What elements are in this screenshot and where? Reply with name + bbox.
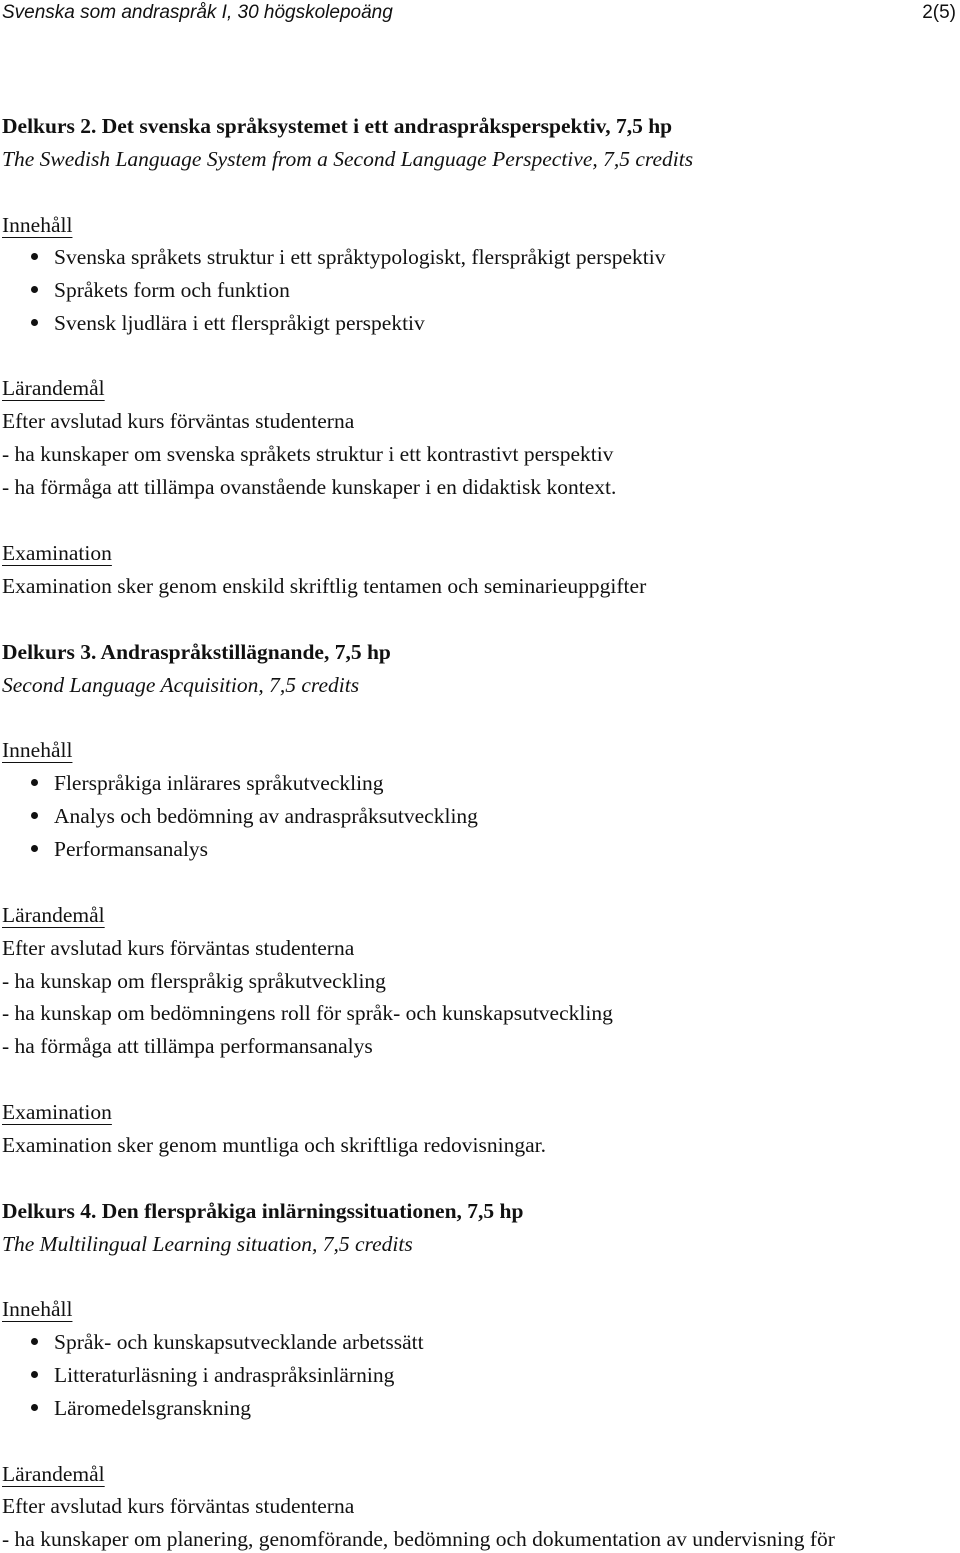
- exam-text: Examination sker genom enskild skriftlig tentamen och seminarieuppgifter: [2, 574, 647, 598]
- outcome-item: - ha förmåga att tillämpa ovanstående kunskaper i en didaktisk kontext.: [2, 475, 617, 499]
- section-subtitle: The Multilingual Learning situation, 7,5 credits: [2, 1232, 413, 1256]
- section-subtitle: Second Language Acquisition, 7,5 credits: [2, 673, 360, 697]
- bullet-icon: [31, 319, 38, 326]
- outcomes-intro: Efter avslutad kurs förväntas studenterna: [2, 936, 355, 960]
- outcome-item: - ha kunskaper om svenska språkets struktur i ett kontrastivt perspektiv: [2, 442, 614, 466]
- bullet-icon: [31, 1338, 38, 1345]
- outcome-item: - ha förmåga att tillämpa performansanalys: [2, 1034, 373, 1058]
- page-header: [2, 0, 956, 27]
- bullet-icon: [31, 845, 38, 852]
- content-item: Flerspråkiga inlärares språkutveckling: [54, 771, 384, 795]
- section-title: Delkurs 2. Det svenska språksystemet i ett andraspråksperspektiv, 7,5 hp: [2, 114, 673, 138]
- content-item: Performansanalys: [54, 837, 209, 861]
- content-heading: Innehåll: [2, 738, 73, 762]
- bullet-icon: [31, 1371, 38, 1378]
- section-title: Delkurs 4. Den flerspråkiga inlärningssituationen, 7,5 hp: [2, 1199, 524, 1223]
- content-heading: Innehåll: [2, 213, 73, 237]
- content-item: Svensk ljudlära i ett flerspråkigt perspektiv: [54, 311, 425, 335]
- outcomes-intro: Efter avslutad kurs förväntas studenterna: [2, 409, 355, 433]
- outcomes-heading: Lärandemål: [2, 376, 105, 400]
- outcomes-intro: Efter avslutad kurs förväntas studenterna: [2, 1494, 355, 1518]
- content-heading: Innehåll: [2, 1297, 73, 1321]
- content-item: Litteraturläsning i andraspråksinlärning: [54, 1363, 395, 1387]
- bullet-icon: [31, 779, 38, 786]
- outcome-item: - ha kunskap om flerspråkig språkutveckling: [2, 969, 386, 993]
- bullet-icon: [31, 1404, 38, 1411]
- section-subtitle: The Swedish Language System from a Second Language Perspective, 7,5 credits: [2, 147, 694, 171]
- outcome-item: - ha kunskap om bedömningens roll för språk- och kunskapsutveckling: [2, 1001, 613, 1025]
- outcomes-heading: Lärandemål: [2, 903, 105, 927]
- exam-text: Examination sker genom muntliga och skriftliga redovisningar.: [2, 1133, 546, 1157]
- content-item: Svenska språkets struktur i ett språktypologiskt, flerspråkigt perspektiv: [54, 245, 666, 269]
- bullet-icon: [31, 812, 38, 819]
- content-item: Analys och bedömning av andraspråksutveckling: [54, 804, 478, 828]
- bullet-icon: [31, 253, 38, 260]
- bullet-icon: [31, 286, 38, 293]
- content-item: Läromedelsgranskning: [54, 1396, 252, 1420]
- exam-heading: Examination: [2, 1100, 112, 1124]
- exam-heading: Examination: [2, 541, 112, 565]
- section-title: Delkurs 3. Andraspråkstillägnande, 7,5 hp: [2, 640, 391, 664]
- course-title: Svenska som andraspråk I, 30 högskolepoäng: [2, 2, 393, 23]
- content-item: Språk- och kunskapsutvecklande arbetssätt: [54, 1330, 424, 1354]
- outcomes-heading: Lärandemål: [2, 1462, 105, 1486]
- outcome-item: - ha kunskaper om planering, genomförande, bedömning och dokumentation av undervisning för: [2, 1527, 835, 1551]
- page-number: 2(5): [922, 2, 956, 23]
- content-item: Språkets form och funktion: [54, 278, 290, 302]
